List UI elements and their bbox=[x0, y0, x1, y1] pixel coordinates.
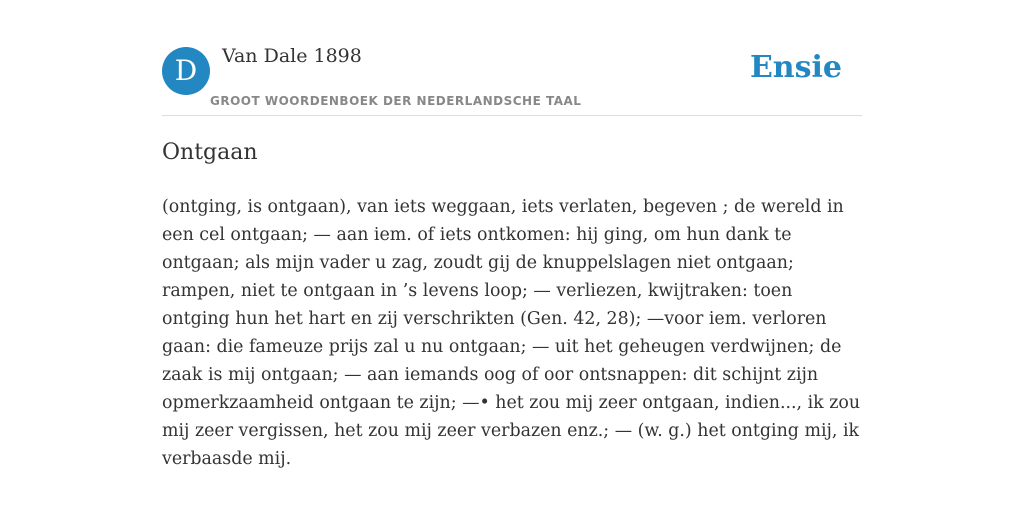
brand-logo[interactable]: Ensie bbox=[749, 50, 842, 85]
entry-title: Ontgaan bbox=[162, 140, 258, 165]
entry-definition: (ontging, is ontgaan), van iets weggaan, iets verlaten, begeven ; de wereld in een cel ontgaan; — aan iem. of iets ontkomen: hij ging, om hun dank te ontgaan; als mijn vader u zag, zoudt gij de knuppelslagen niet ontgaan; rampen, niet te ontgaan in ’s levens loop; — verliezen, kwijtraken: toen ontging hun het hart en zij verschrikten (Gen. 42, 28); —voor iem. verloren gaan: die fameuze prijs zal u nu ontgaan; — uit het geheugen verdwijnen; de zaak is mij ontgaan; — aan iemands oog of oor ontsnappen: dit schijnt zijn opmerkzaamheid ontgaan te zijn; —• het zou mij zeer ontgaan, indien..., ik zou mij zeer vergissen, het zou mij zeer verbazen enz.; — (w. g.) het ontging mij, ik verbaasde mij. bbox=[162, 197, 861, 469]
header-divider bbox=[162, 115, 862, 116]
source-subtitle: GROOT WOORDENBOEK DER NEDERLANDSCHE TAAL bbox=[210, 94, 582, 108]
dictionary-card bbox=[162, 0, 862, 512]
source-title[interactable]: Van Dale 1898 bbox=[222, 45, 362, 67]
source-avatar: D bbox=[162, 47, 210, 95]
